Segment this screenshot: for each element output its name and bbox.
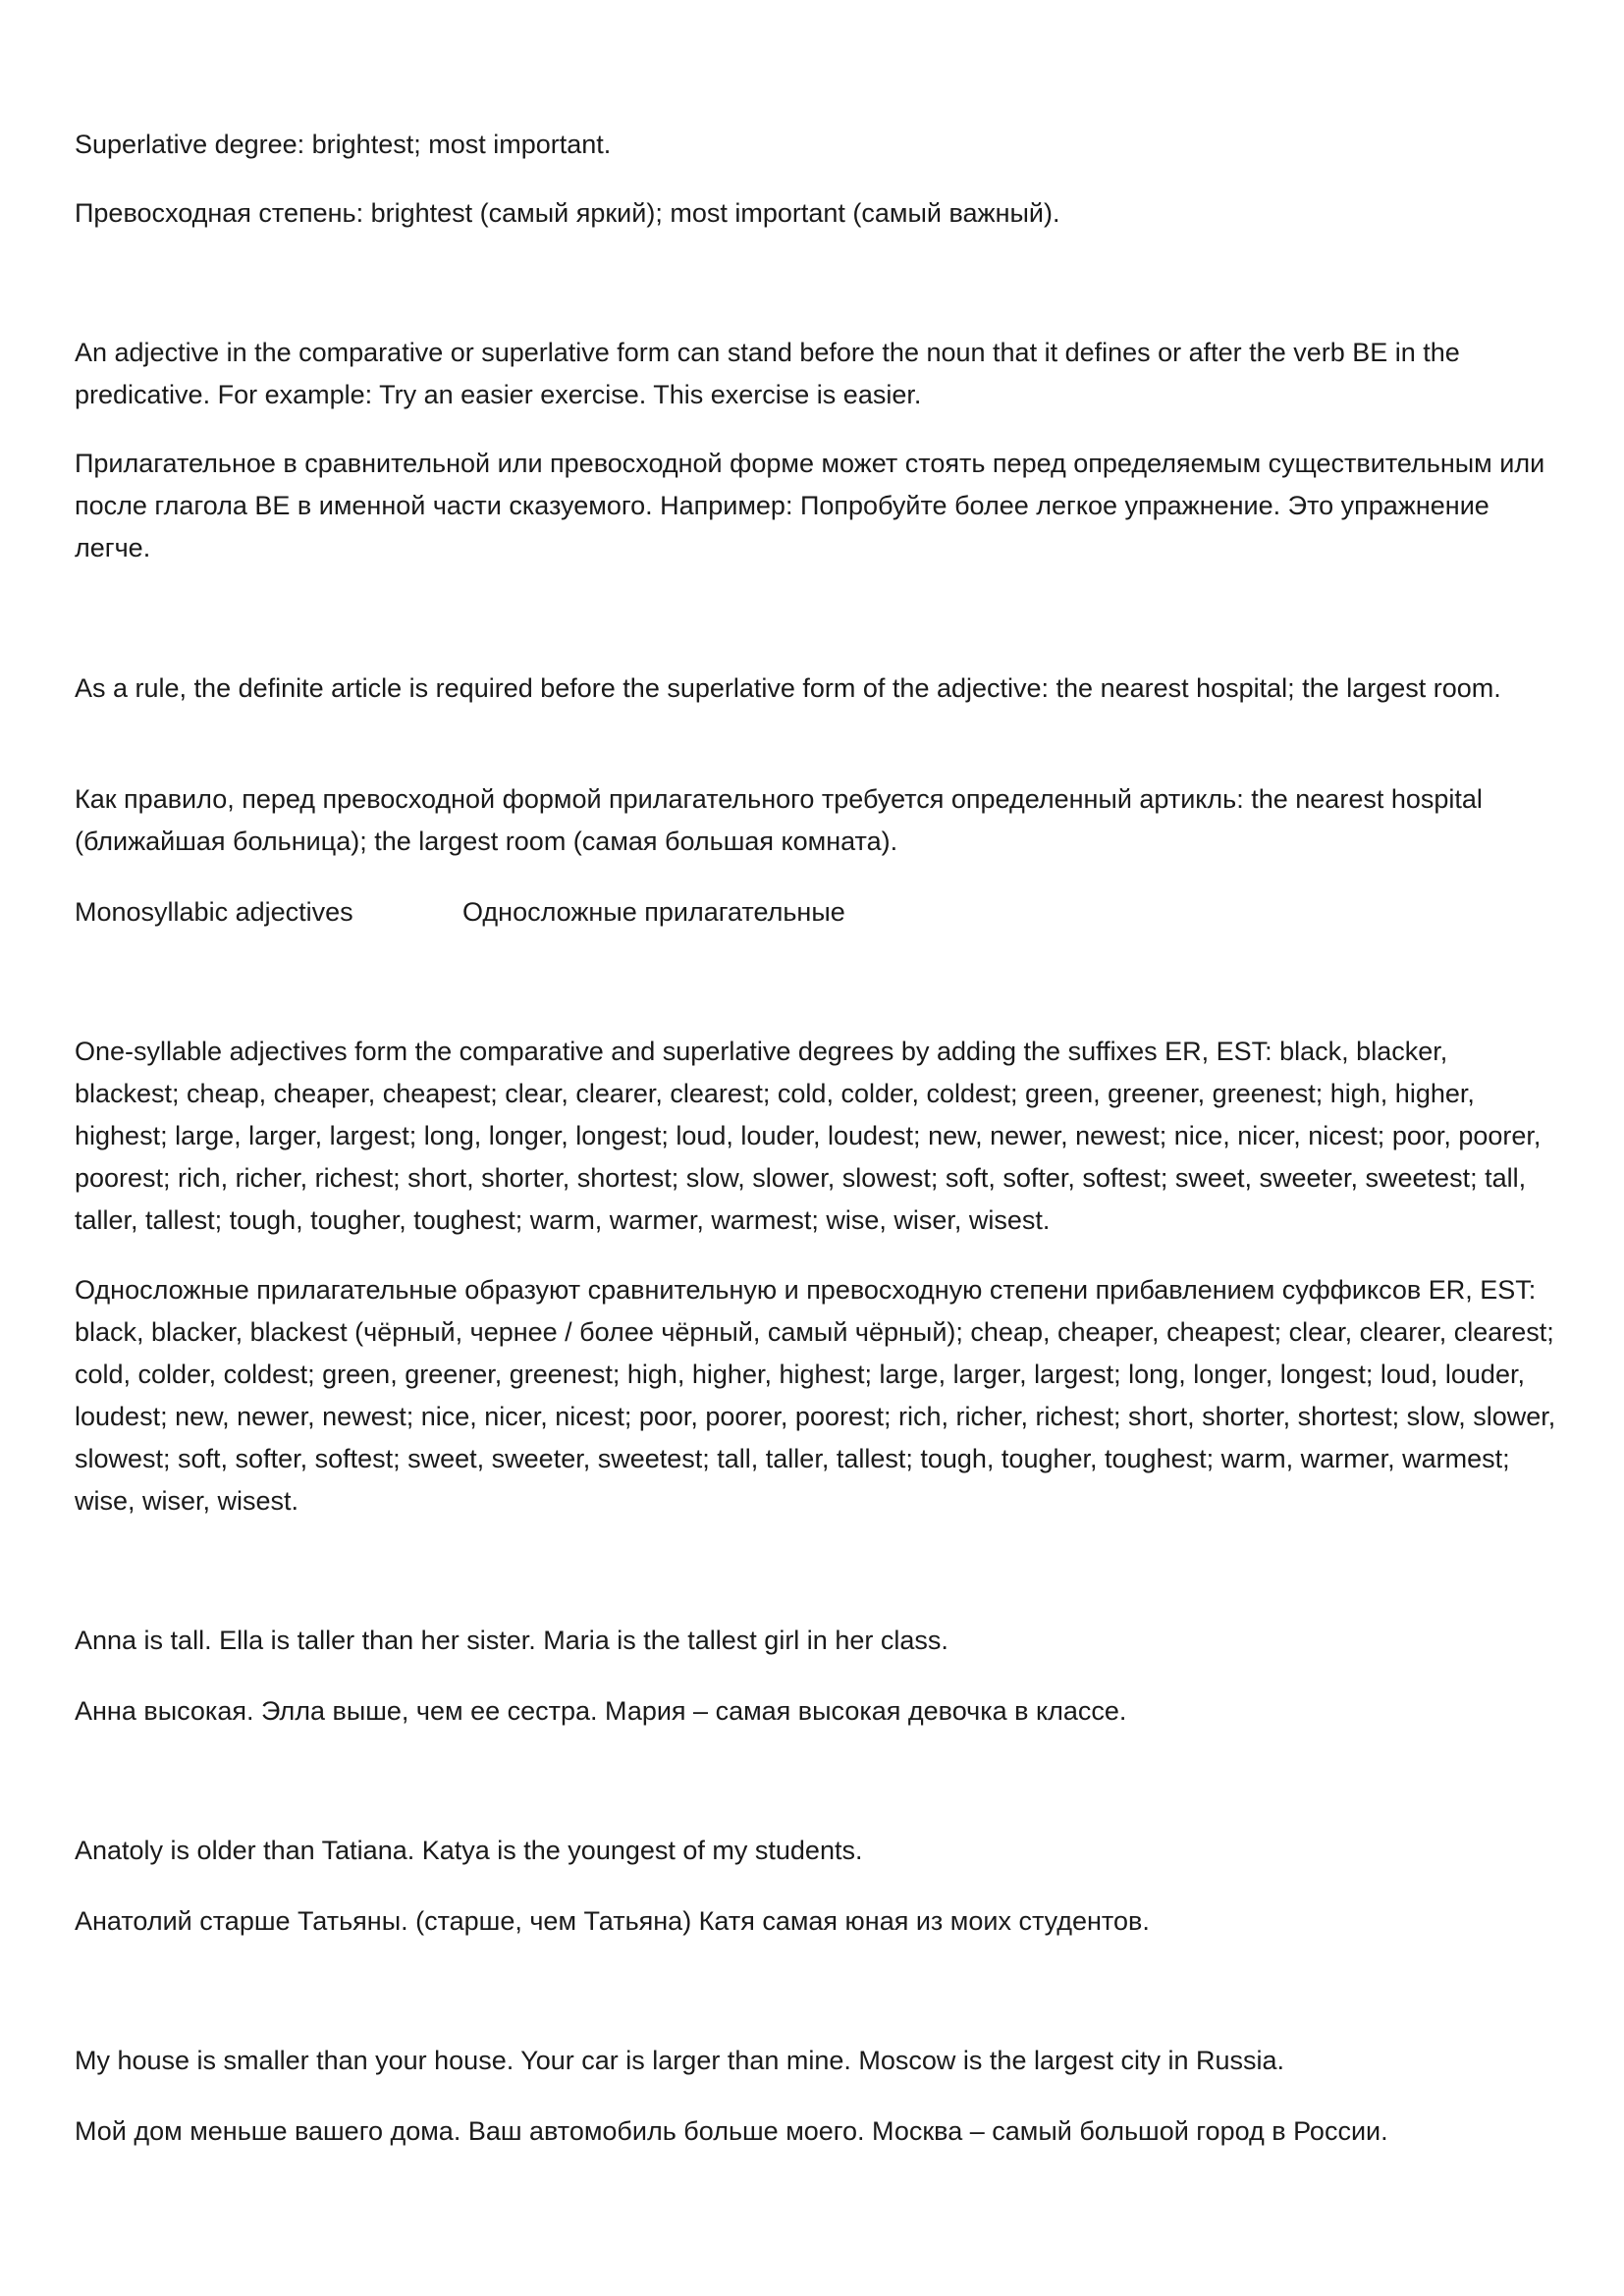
position-ru-paragraph: Прилагательное в сравнительной или превосходной форме может стоять перед определяемым существительным или после глагола BE в именной части сказуемого. Например: Попробуйте более легкое упражнение. Это упражнение легче. bbox=[75, 449, 1545, 562]
superlative-ru-paragraph: Превосходная степень: brightest (самый яркий); most important (самый важный). bbox=[75, 198, 1060, 228]
monosyllabic-heading-ru: Односложные прилагательные bbox=[462, 897, 845, 927]
anatoly-ru-paragraph: Анатолий старше Татьяны. (старше, чем Татьяна) Катя самая юная из моих студентов. bbox=[75, 1906, 1150, 1936]
mono-ru-paragraph: Односложные прилагательные образуют сравнительную и превосходную степени прибавлением суффиксов ER, EST: black, blacker, blackest (чёрный, чернее / более чёрный, самый чёрный); cheap, cheaper, cheapest; clear, clearer, clearest; cold, colder, coldest; green, greener, greenest; high, higher, highest; large, larger, largest; long, longer, longest; loud, louder, loudest; new, newer, newest; nice, nicer, nicest; poor, poorer, poorest; rich, richer, richest; short, shorter, shortest; slow, slower, slowest; soft, softer, softest; sweet, sweeter, sweetest; tall, taller, tallest; tough, tougher, toughest; warm, warmer, warmest; wise, wiser, wisest. bbox=[75, 1275, 1556, 1516]
anatoly-en-paragraph: Anatoly is older than Tatiana. Katya is the youngest of my students. bbox=[75, 1836, 863, 1865]
article-ru-paragraph: Как правило, перед превосходной формой прилагательного требуется определенный артикль: the nearest hospital (ближайшая больница); the largest room (самая большая комната). bbox=[75, 784, 1483, 856]
house-en-paragraph: My house is smaller than your house. Your car is larger than mine. Moscow is the largest city in Russia. bbox=[75, 2046, 1285, 2075]
superlative-en-paragraph: Superlative degree: brightest; most important. bbox=[75, 130, 612, 159]
monosyllabic-heading-row bbox=[75, 891, 1557, 934]
house-ru-paragraph: Мой дом меньше вашего дома. Ваш автомобиль больше моего. Москва – самый большой город в России. bbox=[75, 2116, 1388, 2146]
article-en-paragraph: As a rule, the definite article is required before the superlative form of the adjective: the nearest hospital; the largest room. bbox=[75, 673, 1501, 703]
position-en-paragraph: An adjective in the comparative or superlative form can stand before the noun that it defines or after the verb BE in the predicative. For example: Try an easier exercise. This exercise is easier. bbox=[75, 338, 1460, 409]
monosyllabic-heading-en: Monosyllabic adjectives bbox=[75, 897, 353, 927]
mono-en-paragraph: One-syllable adjectives form the comparative and superlative degrees by adding the suffixes ER, EST: black, blacker, blackest; cheap, cheaper, cheapest; clear, clearer, clearest; cold, colder, coldest; green, greener, greenest; high, higher, highest; large, larger, largest; long, longer, longest; loud, louder, loudest; new, newer, newest; nice, nicer, nicest; poor, poorer, poorest; rich, richer, richest; short, shorter, shortest; slow, slower, slowest; soft, softer, softest; sweet, sweeter, sweetest; tall, taller, tallest; tough, tougher, toughest; warm, warmer, warmest; wise, wiser, wisest. bbox=[75, 1037, 1542, 1235]
anna-ru-paragraph: Анна высокая. Элла выше, чем ее сестра. Мария – самая высокая девочка в классе. bbox=[75, 1696, 1127, 1726]
anna-en-paragraph: Anna is tall. Ella is taller than her sister. Maria is the tallest girl in her class. bbox=[75, 1626, 948, 1655]
